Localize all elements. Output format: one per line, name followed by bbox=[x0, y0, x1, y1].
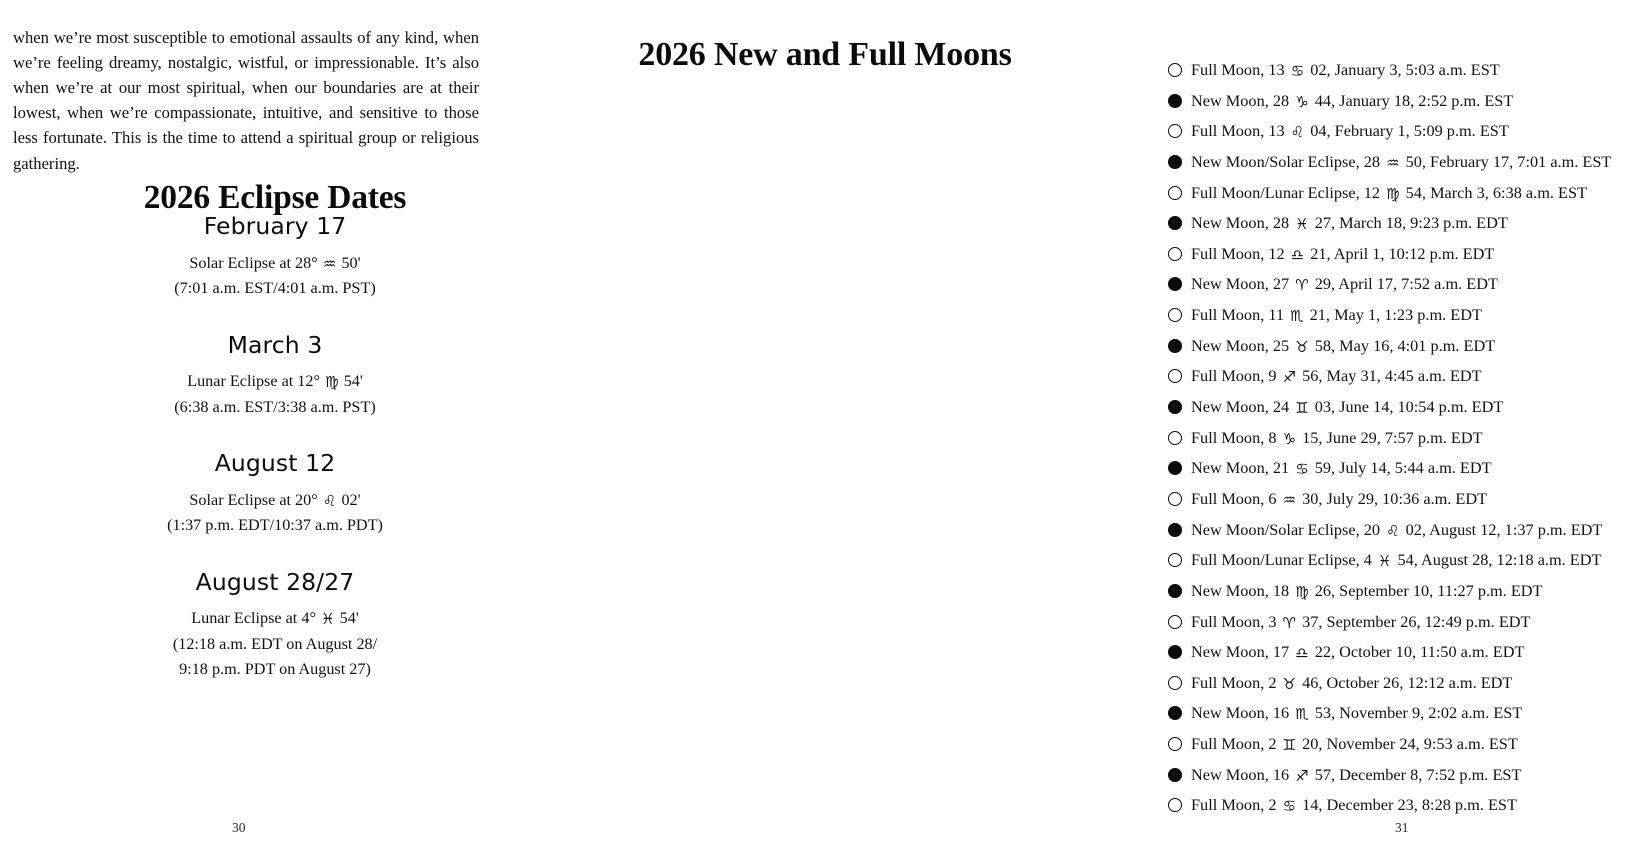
moon-item-text bbox=[1191, 213, 1648, 233]
zodiac-aquarius-icon: ♒ bbox=[322, 254, 337, 273]
moon-item-text bbox=[1191, 121, 1648, 141]
moon-list-item bbox=[1168, 458, 1648, 489]
full-moon-icon bbox=[1168, 553, 1182, 567]
moon-list-item bbox=[1168, 397, 1648, 428]
zodiac-pisces-icon: ♓ bbox=[320, 610, 335, 629]
eclipse-entry bbox=[0, 449, 550, 539]
eclipse-entry bbox=[0, 331, 550, 421]
moon-list-item bbox=[1168, 121, 1648, 152]
intro-paragraph: when we’re most susceptible to emotional assaults of any kind, when we’re feeling dreamy, nostalgic, wistful, or impressionable. It’s also when we’re at our most spiritual, when our boundaries are at their lowest, when we’re compassionate, intuitive, and sensitive to those less fortunate. This is the time to attend a spiritual group or religious gathering. bbox=[13, 27, 479, 173]
moon-item-text bbox=[1191, 274, 1648, 294]
moon-item-details: 56, May 31, 4:45 a.m. EDT bbox=[1302, 366, 1482, 386]
zodiac-aries-icon: ♈ bbox=[1282, 613, 1297, 632]
zodiac-taurus-icon: ♉ bbox=[1295, 337, 1309, 356]
moon-item-text bbox=[1191, 642, 1648, 662]
eclipse-detail-prefix: Lunar Eclipse at 12° bbox=[187, 372, 320, 391]
zodiac-sagittarius-icon: ♐ bbox=[1295, 766, 1309, 785]
moon-item-text bbox=[1191, 734, 1648, 754]
eclipse-entry-times: (7:01 a.m. EST/4:01 a.m. PST) bbox=[174, 279, 376, 298]
zodiac-gemini-icon: ♊ bbox=[1282, 736, 1297, 755]
moon-item-label: Full Moon, 13 bbox=[1191, 121, 1285, 141]
eclipse-entry-times: (12:18 a.m. EDT on August 28/ bbox=[172, 634, 378, 653]
moon-item-text bbox=[1191, 458, 1648, 478]
eclipse-entry-date: August 12 bbox=[214, 449, 336, 478]
full-moon-icon bbox=[1168, 369, 1182, 383]
moon-item-label: New Moon, 18 bbox=[1191, 580, 1290, 600]
eclipse-entry bbox=[0, 568, 550, 683]
moon-item-label: Full Moon, 9 bbox=[1191, 366, 1277, 386]
moon-list-item bbox=[1168, 183, 1648, 214]
moon-item-label: Full Moon, 2 bbox=[1191, 734, 1277, 754]
zodiac-capricorn-icon: ♑ bbox=[1295, 92, 1309, 111]
moons-section-title: 2026 New and Full Moons bbox=[638, 35, 1012, 73]
moon-item-text bbox=[1191, 520, 1648, 540]
new-moon-icon bbox=[1168, 768, 1182, 782]
moon-item-details: 58, May 16, 4:01 p.m. EDT bbox=[1314, 335, 1496, 355]
moon-list-item bbox=[1168, 305, 1648, 336]
moon-item-details: 20, November 24, 9:53 a.m. EST bbox=[1302, 734, 1518, 754]
moon-list-item bbox=[1168, 550, 1648, 581]
moon-list-item bbox=[1168, 734, 1648, 765]
moon-item-text bbox=[1191, 305, 1648, 325]
full-moon-icon bbox=[1168, 492, 1182, 506]
page-number-right: 31 bbox=[1395, 820, 1409, 835]
full-moon-icon bbox=[1168, 798, 1182, 812]
moon-item-text bbox=[1191, 152, 1648, 172]
moon-item-text bbox=[1191, 765, 1648, 785]
eclipse-entry-times: (6:38 a.m. EST/3:38 a.m. PST) bbox=[174, 397, 376, 416]
moon-item-details: 26, September 10, 11:27 p.m. EDT bbox=[1314, 580, 1543, 600]
full-moon-icon bbox=[1168, 247, 1182, 261]
moon-item-details: 27, March 18, 9:23 p.m. EDT bbox=[1314, 213, 1508, 233]
eclipse-entry-detail bbox=[0, 369, 550, 395]
full-moon-icon bbox=[1168, 737, 1182, 751]
moon-item-label: New Moon, 27 bbox=[1191, 274, 1290, 294]
zodiac-virgo-icon: ♍ bbox=[1295, 582, 1309, 601]
eclipse-entry-date: February 17 bbox=[203, 212, 347, 240]
full-moon-icon bbox=[1168, 308, 1182, 322]
moon-item-label: Full Moon, 2 bbox=[1191, 672, 1277, 692]
zodiac-cancer-icon: ♋ bbox=[1295, 460, 1309, 479]
zodiac-virgo-icon: ♍ bbox=[325, 373, 339, 392]
new-moon-icon bbox=[1168, 461, 1182, 475]
zodiac-capricorn-icon: ♑ bbox=[1282, 429, 1297, 448]
eclipse-entry-times-continued: 9:18 p.m. PDT on August 27) bbox=[179, 660, 371, 679]
zodiac-pisces-icon: ♓ bbox=[1295, 215, 1309, 234]
eclipse-detail-prefix: Solar Eclipse at 28° bbox=[189, 253, 318, 272]
moon-item-details: 30, July 29, 10:36 a.m. EDT bbox=[1302, 488, 1488, 508]
full-moon-icon bbox=[1168, 63, 1182, 77]
new-moon-icon bbox=[1168, 216, 1182, 230]
moon-item-details: 02, January 3, 5:03 a.m. EST bbox=[1310, 60, 1500, 79]
moon-item-label: New Moon, 16 bbox=[1191, 764, 1290, 784]
moon-list-item bbox=[1168, 91, 1648, 122]
new-moon-icon bbox=[1168, 584, 1182, 598]
moon-list-item bbox=[1168, 428, 1648, 459]
moon-item-label: New Moon, 24 bbox=[1191, 397, 1290, 417]
moon-item-details: 59, July 14, 5:44 a.m. EDT bbox=[1314, 458, 1492, 478]
moon-item-text bbox=[1191, 397, 1648, 417]
moon-item-details: 50, February 17, 7:01 a.m. EST bbox=[1405, 151, 1612, 171]
moon-item-text bbox=[1191, 428, 1648, 448]
eclipse-detail-suffix: 54' bbox=[339, 609, 359, 628]
moon-item-text bbox=[1191, 703, 1648, 723]
moon-item-text bbox=[1191, 612, 1648, 632]
eclipse-entry-date: August 28/27 bbox=[195, 567, 355, 596]
zodiac-aquarius-icon: ♒ bbox=[1282, 490, 1297, 509]
moon-item-details: 44, January 18, 2:52 p.m. EST bbox=[1314, 90, 1514, 110]
zodiac-scorpio-icon: ♏ bbox=[1290, 307, 1304, 326]
moon-item-details: 54, March 3, 6:38 a.m. EST bbox=[1405, 182, 1587, 202]
moon-list-item bbox=[1168, 489, 1648, 520]
full-moon-icon bbox=[1168, 676, 1182, 690]
zodiac-leo-icon: ♌ bbox=[1386, 521, 1400, 540]
eclipse-detail-suffix: 50' bbox=[341, 253, 361, 272]
moon-item-label: Full Moon/Lunar Eclipse, 4 bbox=[1191, 550, 1372, 570]
zodiac-taurus-icon: ♉ bbox=[1282, 674, 1297, 693]
new-moon-icon bbox=[1168, 277, 1182, 291]
eclipse-section-title: 2026 Eclipse Dates bbox=[143, 179, 407, 217]
moon-item-details: 37, September 26, 12:49 p.m. EDT bbox=[1302, 611, 1531, 631]
moon-item-text bbox=[1191, 795, 1648, 815]
moon-item-label: New Moon, 16 bbox=[1191, 703, 1290, 723]
full-moon-icon bbox=[1168, 124, 1182, 138]
new-moon-icon bbox=[1168, 523, 1182, 537]
moon-item-label: Full Moon, 12 bbox=[1191, 243, 1285, 263]
left-page bbox=[0, 0, 550, 848]
moon-item-details: 21, May 1, 1:23 p.m. EDT bbox=[1309, 305, 1482, 325]
moon-item-text bbox=[1191, 366, 1648, 386]
moon-list-item bbox=[1168, 765, 1648, 796]
moon-list-item bbox=[1168, 703, 1648, 734]
moon-item-text bbox=[1191, 60, 1648, 80]
moon-list bbox=[1168, 60, 1648, 826]
moon-item-details: 03, June 14, 10:54 p.m. EDT bbox=[1314, 397, 1504, 417]
moon-item-details: 29, April 17, 7:52 a.m. EDT bbox=[1314, 274, 1498, 294]
new-moon-icon bbox=[1168, 400, 1182, 414]
moon-list-item bbox=[1168, 152, 1648, 183]
moon-list-item bbox=[1168, 520, 1648, 551]
moon-list-item bbox=[1168, 213, 1648, 244]
moon-item-label: Full Moon, 11 bbox=[1191, 305, 1285, 325]
moon-item-label: Full Moon, 8 bbox=[1191, 427, 1277, 447]
moon-list-item bbox=[1168, 642, 1648, 673]
new-moon-icon bbox=[1168, 94, 1182, 108]
moon-item-details: 02, August 12, 1:37 p.m. EDT bbox=[1405, 519, 1603, 539]
zodiac-cancer-icon: ♋ bbox=[1290, 62, 1305, 80]
moon-list-item bbox=[1168, 612, 1648, 643]
right-page bbox=[550, 0, 1612, 848]
moon-item-label: Full Moon, 2 bbox=[1191, 795, 1277, 815]
zodiac-pisces-icon: ♓ bbox=[1377, 552, 1392, 571]
zodiac-sagittarius-icon: ♐ bbox=[1282, 368, 1297, 387]
eclipse-detail-suffix: 54' bbox=[343, 372, 363, 391]
moon-list-item bbox=[1168, 581, 1648, 612]
new-moon-icon bbox=[1168, 645, 1182, 659]
eclipse-entry-detail bbox=[0, 606, 550, 632]
moon-list-item bbox=[1168, 274, 1648, 305]
eclipse-entry bbox=[0, 212, 550, 302]
zodiac-virgo-icon: ♍ bbox=[1386, 184, 1400, 203]
moon-item-label: New Moon, 28 bbox=[1191, 213, 1290, 233]
moon-item-text bbox=[1191, 244, 1648, 264]
moon-item-label: Full Moon/Lunar Eclipse, 12 bbox=[1191, 182, 1381, 202]
eclipse-list bbox=[0, 212, 550, 683]
moon-item-text bbox=[1191, 550, 1648, 570]
moon-item-label: New Moon/Solar Eclipse, 20 bbox=[1191, 519, 1381, 539]
moon-item-text bbox=[1191, 336, 1648, 356]
eclipse-detail-prefix: Lunar Eclipse at 4° bbox=[191, 609, 316, 628]
zodiac-libra-icon: ♎ bbox=[1295, 644, 1309, 663]
zodiac-leo-icon: ♌ bbox=[1290, 123, 1305, 142]
full-moon-icon bbox=[1168, 615, 1182, 629]
new-moon-icon bbox=[1168, 155, 1182, 169]
zodiac-aries-icon: ♈ bbox=[1295, 276, 1309, 295]
full-moon-icon bbox=[1168, 431, 1182, 445]
moon-item-label: New Moon, 25 bbox=[1191, 335, 1290, 355]
zodiac-aquarius-icon: ♒ bbox=[1386, 153, 1400, 172]
zodiac-leo-icon: ♌ bbox=[322, 491, 337, 510]
full-moon-icon bbox=[1168, 186, 1182, 200]
zodiac-cancer-icon: ♋ bbox=[1282, 797, 1297, 816]
moon-item-details: 53, November 9, 2:02 a.m. EST bbox=[1314, 703, 1523, 723]
moon-item-label: Full Moon, 13 bbox=[1191, 60, 1285, 79]
new-moon-icon bbox=[1168, 339, 1182, 353]
zodiac-scorpio-icon: ♏ bbox=[1295, 705, 1309, 724]
moon-list-item bbox=[1168, 673, 1648, 704]
moon-item-text bbox=[1191, 183, 1648, 203]
moon-item-label: New Moon, 17 bbox=[1191, 642, 1290, 662]
eclipse-entry-detail bbox=[0, 251, 550, 277]
moon-item-details: 54, August 28, 12:18 a.m. EDT bbox=[1397, 550, 1602, 570]
moon-list-item bbox=[1168, 244, 1648, 275]
eclipse-detail-prefix: Solar Eclipse at 20° bbox=[189, 490, 318, 509]
eclipse-detail-suffix: 02' bbox=[341, 490, 361, 509]
zodiac-gemini-icon: ♊ bbox=[1295, 399, 1309, 418]
eclipse-entry-detail bbox=[0, 488, 550, 514]
moon-item-label: New Moon, 28 bbox=[1191, 90, 1290, 110]
moon-item-label: New Moon, 21 bbox=[1191, 458, 1290, 478]
zodiac-libra-icon: ♎ bbox=[1290, 245, 1305, 264]
moon-item-label: New Moon/Solar Eclipse, 28 bbox=[1191, 151, 1381, 171]
moon-item-details: 21, April 1, 10:12 p.m. EDT bbox=[1310, 243, 1495, 263]
moon-list-item bbox=[1168, 60, 1648, 91]
moon-item-details: 15, June 29, 7:57 p.m. EDT bbox=[1302, 427, 1483, 447]
moon-list-item bbox=[1168, 336, 1648, 367]
moon-item-details: 22, October 10, 11:50 a.m. EDT bbox=[1314, 642, 1525, 662]
moon-item-label: Full Moon, 6 bbox=[1191, 488, 1277, 508]
moon-item-details: 14, December 23, 8:28 p.m. EST bbox=[1302, 795, 1517, 815]
moon-item-text bbox=[1191, 91, 1648, 111]
page-number-left: 30 bbox=[232, 820, 246, 835]
moon-item-details: 46, October 26, 12:12 a.m. EDT bbox=[1302, 672, 1513, 692]
eclipse-entry-date: March 3 bbox=[227, 330, 323, 359]
eclipse-entry-times: (1:37 p.m. EDT/10:37 a.m. PDT) bbox=[167, 516, 383, 535]
moon-item-text bbox=[1191, 673, 1648, 693]
moon-item-label: Full Moon, 3 bbox=[1191, 611, 1277, 631]
moon-list-item bbox=[1168, 366, 1648, 397]
moon-item-details: 57, December 8, 7:52 p.m. EST bbox=[1314, 764, 1522, 784]
new-moon-icon bbox=[1168, 706, 1182, 720]
moon-item-text bbox=[1191, 489, 1648, 509]
moon-item-details: 04, February 1, 5:09 p.m. EST bbox=[1310, 121, 1509, 141]
moon-item-text bbox=[1191, 581, 1648, 601]
